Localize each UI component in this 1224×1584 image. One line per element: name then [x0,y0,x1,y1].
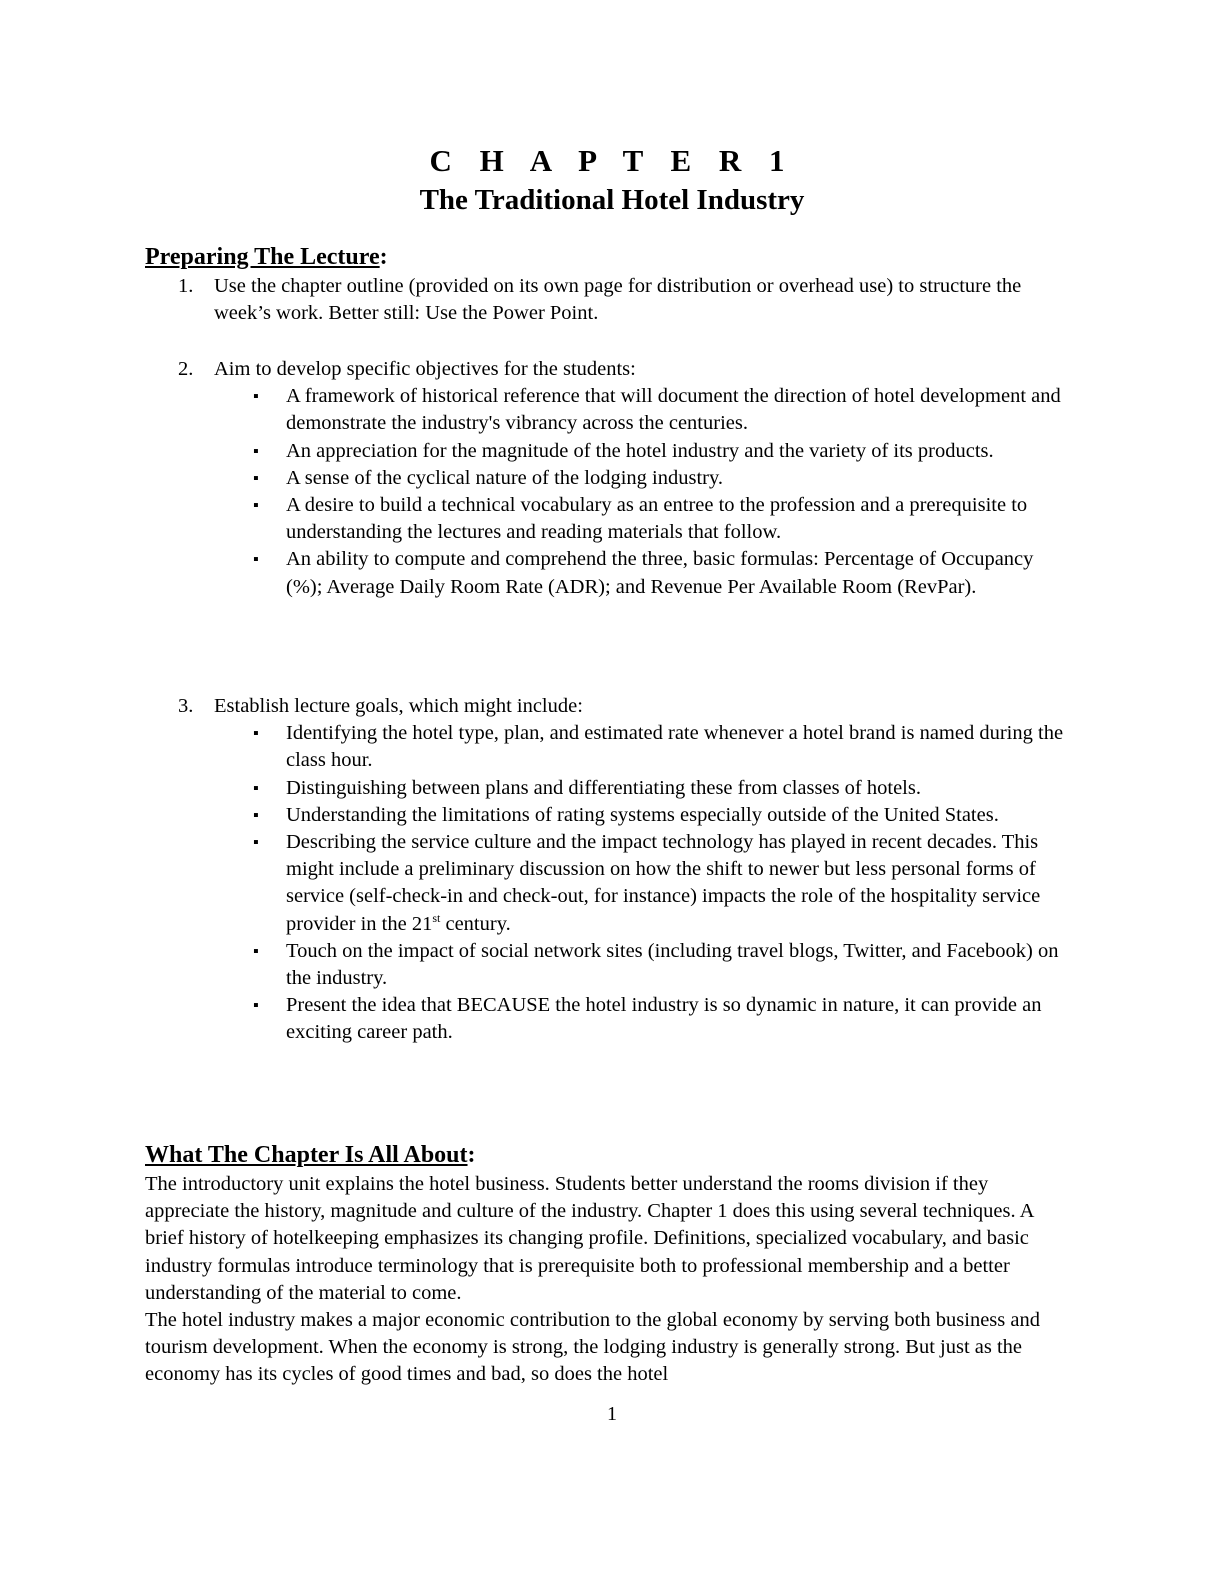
preparing-list-2 [145,356,1065,601]
paragraph: The introductory unit explains the hotel business. Students better understand the rooms division if they appreciate the history, magnitude and culture of the industry. Chapter 1 does this using several techniques. A brief history of hotelkeeping emphasizes its changing profile. Definitions, specialized vocabulary, and basic industry formulas introduce terminology that is prerequisite both to professional membership and a better understanding of the material to come. [145,1173,1034,1304]
objectives-bullets [145,383,1065,601]
bullet-icon: ▪ [253,497,259,515]
preparing-list [145,273,1065,327]
list-item-text: Use the chapter outline (provided on its own page for distribution or overhead use) to structure the week’s work. Better still: Use the Power Point. [214,275,1022,325]
goals-bullets [145,720,1065,1046]
section-heading-about [145,1141,476,1169]
bullet-item [145,802,1065,829]
bullet-text: An ability to compute and comprehend the three, basic formulas: Percentage of Occupancy (%); Average Daily Room Rate (ADR); and Revenue Per Available Room (RevPar). [286,548,1034,598]
bullet-item [145,383,1065,437]
list-number: 2. [178,358,194,380]
bullet-icon: ▪ [253,551,259,569]
bullet-item [145,492,1065,546]
paragraph: The hotel industry makes a major economic contribution to the global economy by serving both business and tourism development. When the economy is strong, the lodging industry is generally strong. But just as the economy has its cycles of good times and bad, so does the hotel [145,1309,1040,1386]
bullet-icon: ▪ [253,942,259,960]
list-number: 3. [178,695,194,717]
chapter-title: The Traditional Hotel Industry [419,184,805,216]
heading-colon: : [379,244,388,270]
bullet-text: A desire to build a technical vocabulary as an entree to the profession and a prerequisite to understanding the lectures and reading materials that follow. [286,494,1028,544]
bullet-text-end: century. [440,912,511,935]
bullet-text: Identifying the hotel type, plan, and estimated rate whenever a hotel brand is named during the class hour. [286,722,1064,772]
bullet-icon: ▪ [253,388,259,406]
bullet-icon: ▪ [253,442,259,460]
section-heading-text: Preparing The Lecture [145,244,380,270]
section-heading-preparing [145,243,388,271]
bullet-item [145,829,1065,938]
bullet-text: A framework of historical reference that will document the direction of hotel development and demonstrate the industry's vibrancy across the centuries. [286,385,1061,435]
bullet-text: A sense of the cyclical nature of the lodging industry. [286,466,724,489]
bullet-icon: ▪ [253,725,259,743]
bullet-text: Describing the service culture and the impact technology has played in recent decades. This might include a preliminary discussion on how the shift to newer but less personal forms of service (self-check-in and check-out, for instance) impacts the role of the hospitality service provider in the 21 [286,831,1041,935]
bullet-icon: ▪ [253,469,259,487]
chapter-label: C H A P T E R 1 [429,143,795,178]
bullet-item [145,720,1065,774]
bullet-text: An appreciation for the magnitude of the hotel industry and the variety of its products. [286,439,994,462]
list-item-3 [145,693,1065,720]
list-number: 1. [178,275,194,297]
list-item-1 [145,273,1065,327]
bullet-text: Present the idea that BECAUSE the hotel industry is so dynamic in nature, it can provide an exciting career path. [286,994,1042,1044]
section-heading-text: What The Chapter Is All About [145,1142,468,1168]
list-item-2 [145,356,1065,383]
bullet-item [145,938,1065,992]
list-item-text: Establish lecture goals, which might include: [214,695,583,717]
bullet-item [145,992,1065,1046]
bullet-icon: ▪ [253,997,259,1015]
bullet-icon: ▪ [253,834,259,852]
bullet-item [145,438,1065,465]
page-number: 1 [607,1403,617,1425]
bullet-text: Touch on the impact of social network sites (including travel blogs, Twitter, and Facebook) on the industry. [286,939,1059,990]
ordinal-superscript: st [432,910,441,925]
preparing-list-3 [145,693,1065,1047]
heading-colon: : [467,1142,476,1168]
bullet-item [145,775,1065,802]
bullet-icon: ▪ [253,779,259,797]
bullet-text: Distinguishing between plans and differentiating these from classes of hotels. [286,776,921,799]
list-item-text: Aim to develop specific objectives for the students: [214,358,636,380]
bullet-icon: ▪ [253,806,259,824]
bullet-item [145,546,1065,600]
bullet-text: Understanding the limitations of rating systems especially outside of the United States. [286,803,999,826]
bullet-item [145,465,1065,492]
about-body [145,1171,1065,1389]
